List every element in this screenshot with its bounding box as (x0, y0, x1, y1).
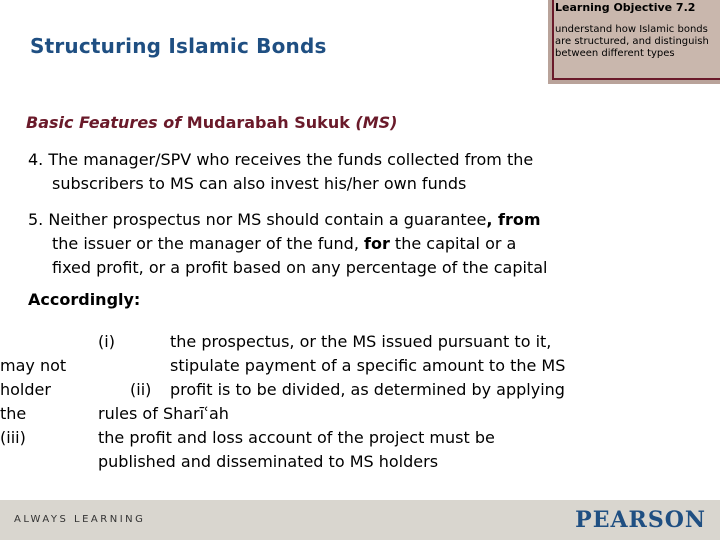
point-5 (28, 208, 708, 280)
list-text: rules of Sharīʿah (98, 404, 229, 423)
list-row (0, 426, 708, 450)
point-5-line-1-text: 5. Neither prospectus nor MS should contain a guarantee (28, 210, 487, 229)
point-5-line-2-a: the issuer or the manager of the fund, (52, 234, 364, 253)
list-row (28, 450, 708, 474)
list-marker-iii: (iii) (0, 428, 26, 447)
learning-objective-title: Learning Objective 7.2 (555, 1, 696, 14)
list-row (0, 378, 708, 402)
point-4-line-2: subscribers to MS can also invest his/her own funds (52, 174, 467, 193)
learning-objective-box (552, 0, 720, 80)
footer-bar (0, 500, 720, 540)
point-4-line-1: 4. The manager/SPV who receives the funds collected from the (28, 150, 534, 169)
point-5-from: , from (486, 210, 541, 229)
list-text: stipulate payment of a specific amount to the MS (170, 356, 566, 375)
point-5-line-1 (28, 208, 708, 232)
point-4 (28, 148, 708, 196)
list-text: the (0, 404, 27, 423)
point-5-line-2 (28, 232, 708, 256)
list-text: profit is to be divided, as determined by applying (170, 380, 565, 399)
list-row (0, 402, 708, 426)
point-5-line-3: fixed profit, or a profit based on any percentage of the capital (52, 258, 548, 277)
point-5-line-2-c: the capital or a (389, 234, 517, 253)
list-text: the prospectus, or the MS issued pursuant to it, (170, 332, 552, 351)
slide-title: Structuring Islamic Bonds (30, 34, 327, 58)
subheading-term: Mudarabah Sukuk (186, 113, 350, 132)
list-text: the profit and loss account of the project must be (98, 428, 495, 447)
learning-objective-text: understand how Islamic bonds are structured, and distinguish between different types (555, 24, 709, 59)
list-row (28, 330, 708, 354)
point-5-for: for (364, 234, 390, 253)
conditions-list (0, 330, 708, 474)
footer-tagline: ALWAYS LEARNING (14, 514, 146, 525)
subheading-suffix: (MS) (349, 113, 398, 132)
subheading-prefix: Basic Features of (26, 113, 187, 132)
list-marker-ii: (ii) (130, 380, 152, 399)
list-row (0, 354, 708, 378)
accordingly-heading: Accordingly: (28, 290, 141, 309)
list-text: published and disseminated to MS holders (98, 452, 439, 471)
list-text: may not (0, 356, 67, 375)
section-subheading (26, 113, 397, 132)
list-marker-i: (i) (98, 332, 115, 351)
brand-logo: PEARSON (575, 507, 706, 533)
list-text: holder (0, 380, 51, 399)
